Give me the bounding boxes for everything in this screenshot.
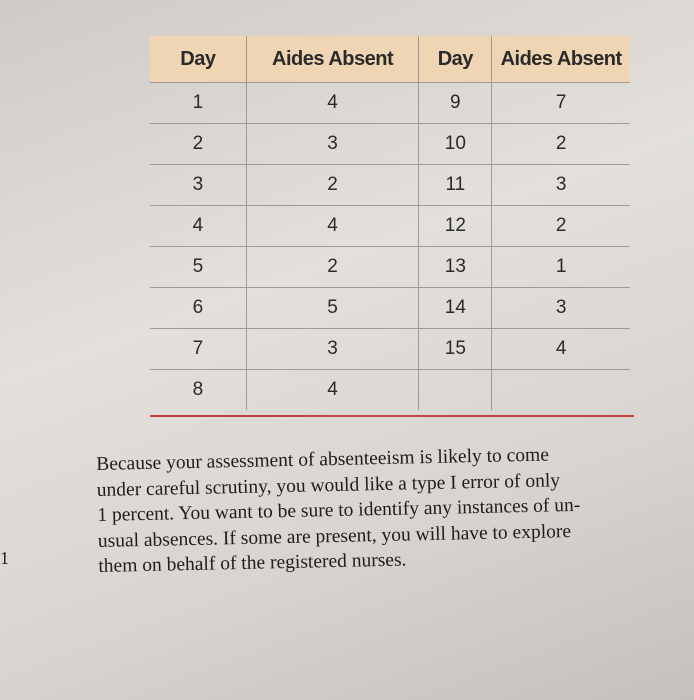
paragraph-line: them on behalf of the registered nurses.	[98, 549, 407, 577]
table-cell: 4	[492, 329, 630, 370]
table-cell: 4	[150, 206, 246, 247]
table-cell: 7	[492, 83, 630, 124]
table-cell: 6	[150, 288, 246, 329]
table-header-row	[150, 36, 630, 83]
table-cell: 4	[246, 370, 419, 411]
table-row	[150, 165, 630, 206]
margin-page-mark: 1	[0, 548, 9, 568]
table-cell: 5	[246, 288, 419, 329]
table-cell: 3	[492, 165, 630, 206]
paragraph-line: under careful scrutiny, you would like a type I error of only	[96, 469, 561, 501]
absence-table	[150, 36, 630, 410]
table-cell: 13	[419, 247, 492, 288]
table-cell: 3	[246, 329, 419, 370]
table-cell: 7	[150, 329, 246, 370]
column-header-day: Day	[150, 36, 246, 83]
column-header-aides-absent: Aides Absent	[492, 36, 630, 83]
table-row	[150, 247, 630, 288]
table-cell: 1	[492, 247, 630, 288]
column-header-aides-absent: Aides Absent	[246, 36, 419, 83]
table-row	[150, 288, 630, 329]
paragraph-line: Because your assessment of absenteeism is likely to come	[96, 444, 550, 475]
table-cell: 5	[150, 247, 246, 288]
table-cell: 11	[419, 165, 492, 206]
table-cell: 4	[246, 206, 419, 247]
problem-paragraph	[96, 440, 659, 579]
table-cell: 9	[419, 83, 492, 124]
table-cell: 2	[150, 124, 246, 165]
table-bottom-rule	[150, 415, 634, 417]
table-cell: 3	[246, 124, 419, 165]
table-cell: 15	[419, 329, 492, 370]
table-row	[150, 124, 630, 165]
table-cell: 1	[150, 83, 246, 124]
table-cell: 3	[492, 288, 630, 329]
table-cell: 2	[246, 247, 419, 288]
table-cell: 10	[419, 124, 492, 165]
paragraph-line: usual absences. If some are present, you will have to explore	[97, 520, 572, 552]
table-cell: 2	[246, 165, 419, 206]
table-cell: 8	[150, 370, 246, 411]
table-cell: 12	[419, 206, 492, 247]
column-header-day: Day	[419, 36, 492, 83]
table-cell: 2	[492, 206, 630, 247]
table-cell	[492, 370, 630, 411]
table-cell: 3	[150, 165, 246, 206]
table-row	[150, 206, 630, 247]
paragraph-line: 1 percent. You want to be sure to identify any instances of un-	[97, 494, 581, 526]
table-row	[150, 370, 630, 411]
table-cell: 4	[246, 83, 419, 124]
table-cell: 2	[492, 124, 630, 165]
table-row	[150, 83, 630, 124]
table-cell: 14	[419, 288, 492, 329]
table-row	[150, 329, 630, 370]
table-cell	[419, 370, 492, 411]
